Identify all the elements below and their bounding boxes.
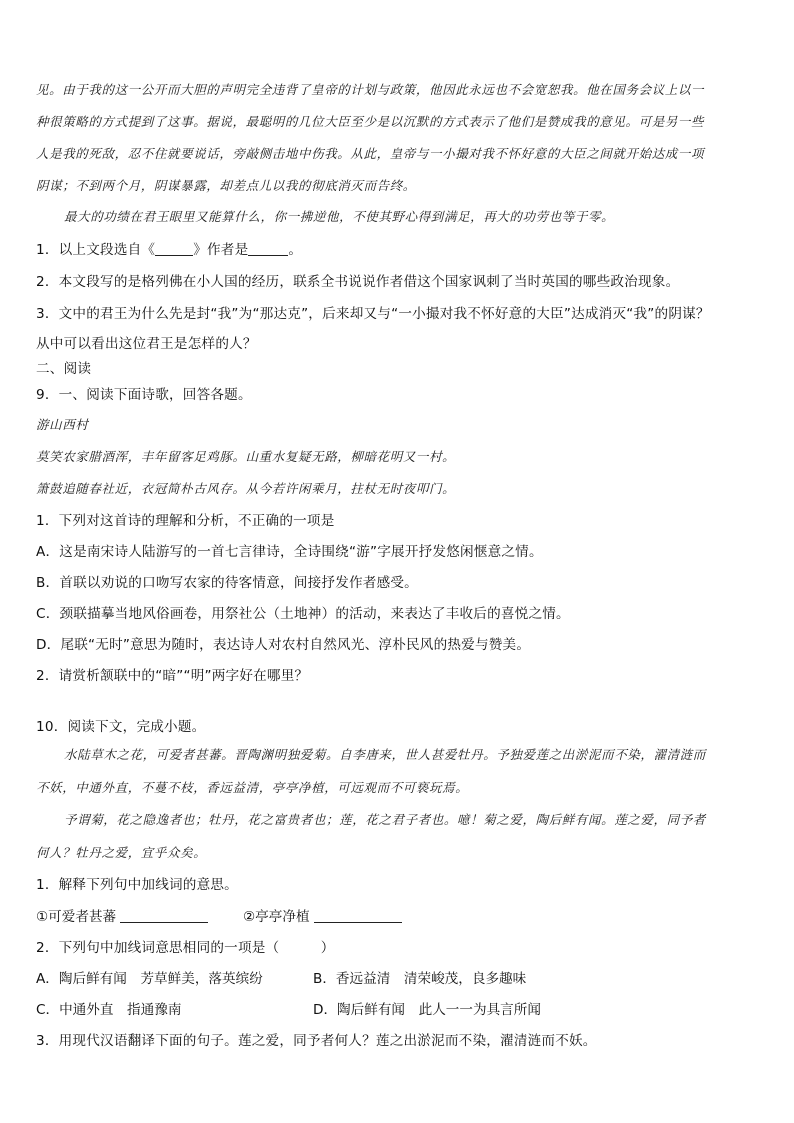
question-9-1: 1．下列对这首诗的理解和分析，不正确的一项是 xyxy=(36,513,335,529)
answer-blank[interactable] xyxy=(120,909,208,923)
vocab-word: ②亭亭净植 xyxy=(243,909,310,925)
question-text: 1．以上文段选自《 xyxy=(36,242,156,258)
option-c[interactable]: C．中通外直 指通豫南 xyxy=(36,1002,182,1018)
option-d[interactable]: D．尾联“无时”意思为随时，表达诗人对农村自然风光、淳朴民风的热爱与赞美。 xyxy=(36,637,531,653)
option-d[interactable]: D．陶后鲜有闻 此人一一为具言所闻 xyxy=(313,1002,541,1018)
section-heading: 二、阅读 xyxy=(36,361,92,377)
answer-blank[interactable] xyxy=(248,242,288,256)
option-c[interactable]: C．颈联描摹当地风俗画卷，用祭社公（土地神）的活动，来表达了丰收后的喜悦之情。 xyxy=(36,606,570,622)
question-8-2: 2．本文段写的是格列佛在小人国的经历，联系全书说说作者借这个国家讽刺了当时英国的哪些政治现象。 xyxy=(36,274,680,290)
passage-line: 最大的功绩在君王眼里又能算什么，你一拂逆他，不使其野心得到满足，再大的功劳也等于零。 xyxy=(64,209,615,224)
passage-line: 不妖，中通外直，不蔓不枝，香远益清，亭亭净植，可远观而不可亵玩焉。 xyxy=(36,780,469,795)
question-8-3-cont: 从中可以看出这位君王是怎样的人？ xyxy=(36,336,257,352)
question-10-head: 10．阅读下文，完成小题。 xyxy=(36,719,206,735)
passage-line: 予谓菊，花之隐逸者也；牡丹，花之富贵者也；莲，花之君子者也。噫！菊之爱，陶后鲜有闻。莲之爱，同予者 xyxy=(64,812,706,827)
passage-line: 何人？牡丹之爱，宜乎众矣。 xyxy=(36,845,207,860)
passage-line: 人是我的死敌，忍不住就要说话，旁敲侧击地中伤我。从此，皇帝与一小撮对我不怀好意的大臣之间就开始达成一项 xyxy=(36,146,705,161)
question-9-2: 2．请赏析颔联中的“暗”“明”两字好在哪里？ xyxy=(36,668,309,684)
question-8-3: 3．文中的君王为什么先是封“我”为“那达克”，后来却又与“一小撮对我不怀好意的大臣”达成消灭“我”的阴谋？ xyxy=(36,306,710,322)
question-text: 》作者是 xyxy=(193,242,249,258)
question-10-2: 2．下列句中加线词意思相同的一项是（ ） xyxy=(36,940,335,956)
passage-line: 水陆草木之花，可爱者甚蕃。晋陶渊明独爱菊。自李唐来，世人甚爱牡丹。予独爱莲之出淤泥而不染，濯清涟而 xyxy=(64,747,706,762)
passage-line: 种很策略的方式提到了这事。据说，最聪明的几位大臣至少是以沉默的方式表示了他们是赞成我的意见。可是另一些 xyxy=(36,114,705,129)
poem-line: 箫鼓追随春社近，衣冠简朴古风存。从今若许闲乘月，拄杖无时夜叩门。 xyxy=(36,481,456,496)
option-a[interactable]: A．陶后鲜有闻 芳草鲜美，落英缤纷 xyxy=(36,971,263,987)
passage-line: 阴谋；不到两个月，阴谋暴露，却差点儿以我的彻底消灭而告终。 xyxy=(36,178,416,193)
vocab-word: ①可爱者甚蕃 xyxy=(36,909,117,925)
vocab-item-2 xyxy=(243,905,402,925)
question-10-1: 1．解释下列句中加线词的意思。 xyxy=(36,877,238,893)
question-10-3: 3．用现代汉语翻译下面的句子。莲之爱，同予者何人？莲之出淤泥而不染，濯清涟而不妖。 xyxy=(36,1033,597,1049)
question-text: 。 xyxy=(288,242,303,258)
option-b[interactable]: B．首联以劝说的口吻写农家的待客情意，间接抒发作者感受。 xyxy=(36,575,418,591)
vocab-item-1 xyxy=(36,905,208,925)
option-a[interactable]: A．这是南宋诗人陆游写的一首七言律诗，全诗围绕“游”字展开抒发悠闲惬意之情。 xyxy=(36,544,543,560)
option-b[interactable]: B．香远益清 清荣峻茂，良多趣味 xyxy=(313,971,527,987)
poem-title: 游山西村 xyxy=(36,417,89,432)
passage-line: 见。由于我的这一公开而大胆的声明完全违背了皇帝的计划与政策，他因此永远也不会宽恕我。他在国务会议上以一 xyxy=(36,82,705,97)
answer-blank[interactable] xyxy=(314,909,402,923)
question-8-1 xyxy=(36,238,758,258)
answer-blank[interactable] xyxy=(155,242,193,256)
poem-line: 莫笑农家腊酒浑，丰年留客足鸡豚。山重水复疑无路，柳暗花明又一村。 xyxy=(36,449,456,464)
question-9-head: 9．一、阅读下面诗歌，回答各题。 xyxy=(36,387,252,403)
